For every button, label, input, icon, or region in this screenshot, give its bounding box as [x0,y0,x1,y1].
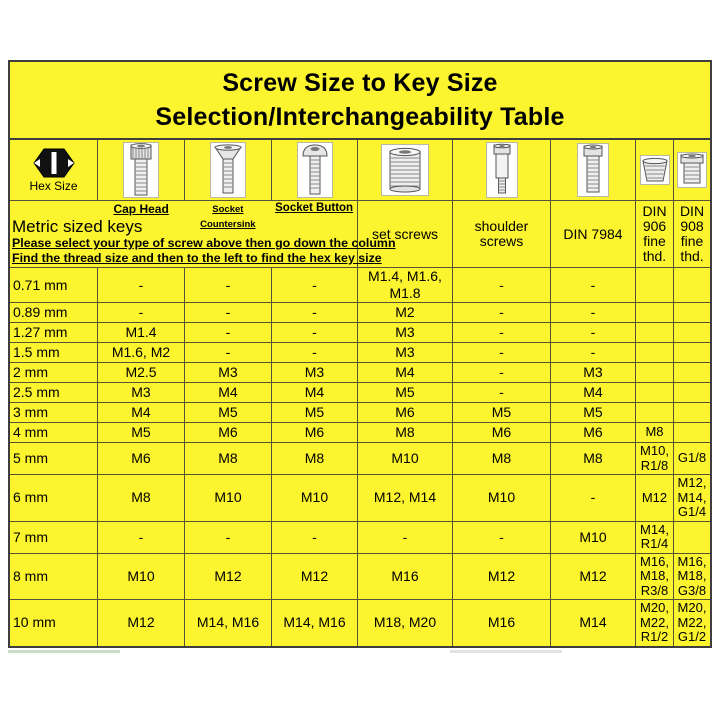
table-cell: M3 [358,343,453,362]
table-cell: M16 [453,600,551,646]
table-row [10,323,710,343]
table-row [10,268,710,303]
table-cell: - [453,268,551,302]
instruction-line-2: Find the thread size and then to the left to find the hex key size [12,251,382,265]
table-cell: - [185,522,272,553]
hex-size-row-label: 8 mm [10,554,98,600]
table-cell: M20, M22, G1/2 [677,600,707,644]
table-cell: M1.4 [98,323,185,342]
table-cell: - [358,522,453,553]
socket-countersink-screw-icon [210,142,246,198]
table-row [10,443,710,475]
hex-key-size-icon [32,147,76,179]
hex-size-row-label: 10 mm [10,600,98,646]
table-row [10,303,710,323]
table-cell: M12, M14, G1/4 [677,475,707,519]
table-cell [636,383,674,402]
table-cell: - [185,303,272,322]
table-cell: - [272,268,358,302]
din-906-header-cell [636,140,674,200]
hex-size-row-label: 3 mm [10,403,98,422]
table-cell: M10, R1/8 [636,443,674,474]
table-cell: M16 [358,554,453,600]
table-cell [674,303,710,322]
hex-size-row-label: 0.89 mm [10,303,98,322]
table-cell: M5 [98,423,185,442]
hex-size-row-label: 4 mm [10,423,98,442]
table-cell: - [98,303,185,322]
table-cell [674,323,710,342]
table-cell [636,323,674,342]
table-cell: M12 [453,554,551,600]
table-cell: M8 [272,443,358,474]
table-cell [674,363,710,382]
cap-head-screw-icon [123,142,159,198]
din-908-plug-icon [677,152,707,188]
table-cell [636,268,674,302]
table-cell: M8 [98,475,185,521]
shoulder-screws-header-cell [453,140,551,200]
cap-head-header-cell [98,140,185,200]
table-cell: M1.4, M1.6, M1.8 [358,268,453,302]
table-cell: M20, M22, R1/2 [636,600,674,646]
interchangeability-table [8,60,712,648]
din-7984-header-cell [551,140,636,200]
table-cell: - [272,343,358,362]
table-cell: M14, M16 [185,600,272,646]
table-cell: M3 [98,383,185,402]
table-cell: - [551,343,636,362]
table-cell: - [551,323,636,342]
din-7984-label: DIN 7984 [551,201,636,267]
table-row [10,383,710,403]
shoulder-screws-label: shoulder screws [453,201,551,267]
table-row [10,363,710,383]
set-screws-label: set screws [358,201,453,267]
table-cell: M10 [272,475,358,521]
table-cell: M5 [551,403,636,422]
bottom-artifact-strip-green [8,650,120,653]
table-cell: M4 [358,363,453,382]
socket-button-screw-icon [297,142,333,198]
table-cell: M12 [636,475,674,521]
bottom-artifact-strip-gray [450,650,562,653]
title-line-2: Selection/Interchangeability Table [155,103,565,131]
table-cell [636,403,674,422]
hex-size-row-label: 5 mm [10,443,98,474]
table-cell: M8 [185,443,272,474]
column-label-row [10,201,710,268]
table-cell: M12 [272,554,358,600]
hex-size-row-label: 1.5 mm [10,343,98,362]
din-906-plug-icon [640,155,670,185]
socket-button-header-cell [272,140,358,200]
table-cell: M3 [185,363,272,382]
table-cell: M10 [551,522,636,553]
table-cell: M6 [358,403,453,422]
socket-countersink-label: Socket Countersink [200,204,256,230]
table-cell: - [185,343,272,362]
table-cell: - [272,303,358,322]
din-908-label: DIN 908 fine thd. [679,203,705,264]
table-cell: M4 [185,383,272,402]
table-row [10,600,710,646]
instruction-line-1: Please select your type of screw above then go down the column [12,236,396,250]
hex-size-header-cell [10,140,98,200]
data-rows [10,268,710,646]
table-cell: M6 [272,423,358,442]
socket-countersink-header-cell [185,140,272,200]
table-cell: M5 [453,403,551,422]
table-cell: - [272,323,358,342]
hex-size-row-label: 1.27 mm [10,323,98,342]
table-cell: M6 [453,423,551,442]
table-cell: M6 [98,443,185,474]
shoulder-screw-icon [486,142,518,198]
metric-keys-cell [10,201,396,267]
table-cell: M2 [358,303,453,322]
table-cell: M10 [98,554,185,600]
table-cell: M6 [185,423,272,442]
hex-size-row-label: 2.5 mm [10,383,98,402]
table-cell: M14, R1/4 [636,522,674,553]
table-cell: M16, M18, G3/8 [677,553,707,598]
table-cell: M10 [185,475,272,521]
table-cell [674,268,710,302]
table-cell: - [453,323,551,342]
table-cell: M12 [551,554,636,600]
table-cell [674,383,710,402]
table-cell: M3 [272,363,358,382]
metric-sized-keys-heading: Metric sized keys [12,217,143,236]
table-cell: M12 [98,600,185,646]
table-cell [674,522,710,553]
table-cell: M18, M20 [358,600,453,646]
table-cell: M14 [551,600,636,646]
table-cell: - [551,268,636,302]
table-cell: - [453,363,551,382]
hex-size-label: Hex Size [29,179,78,193]
table-cell: M1.6, M2 [98,343,185,362]
table-cell: M12 [185,554,272,600]
table-cell: M8 [551,443,636,474]
table-cell: M8 [358,423,453,442]
table-cell [674,423,710,442]
table-cell: - [551,475,636,521]
table-cell: - [453,343,551,362]
table-cell [636,303,674,322]
table-cell: - [272,522,358,553]
table-cell: M8 [636,423,674,442]
din-906-label: DIN 906 fine thd. [636,201,674,267]
table-cell: M14, M16 [272,600,358,646]
hex-size-row-label: 0.71 mm [10,268,98,302]
page-title [10,62,710,140]
table-cell: M12, M14 [358,475,453,521]
table-cell [674,343,710,362]
table-cell: M10 [358,443,453,474]
table-cell: M16, M18, R3/8 [636,554,674,600]
table-cell: - [551,303,636,322]
din-908-header-cell [674,140,710,200]
table-cell: M8 [453,443,551,474]
table-row [10,403,710,423]
table-cell: G1/8 [677,450,707,466]
table-cell: M2.5 [98,363,185,382]
table-cell: - [98,268,185,302]
table-row [10,522,710,554]
socket-button-label: Socket Button [275,202,354,214]
din-7984-screw-icon [577,143,609,197]
table-cell: - [185,268,272,302]
table-cell: - [453,303,551,322]
set-screw-icon [381,144,429,196]
table-cell: - [453,383,551,402]
cap-head-label: Cap Head [113,202,169,216]
table-row [10,423,710,443]
hex-size-row-label: 6 mm [10,475,98,521]
title-line-1: Screw Size to Key Size [222,69,498,97]
set-screws-header-cell [358,140,453,200]
table-cell: M3 [358,323,453,342]
table-cell: - [185,323,272,342]
table-cell: M4 [98,403,185,422]
table-cell: M4 [551,383,636,402]
table-row [10,475,710,522]
table-row [10,554,710,601]
table-cell [674,403,710,422]
table-cell: M5 [272,403,358,422]
table-cell: M5 [358,383,453,402]
table-cell: M3 [551,363,636,382]
table-cell: - [453,522,551,553]
table-cell [636,363,674,382]
table-cell: M6 [551,423,636,442]
icon-header-row [10,140,710,201]
table-cell: - [98,522,185,553]
table-row [10,343,710,363]
table-cell: M5 [185,403,272,422]
table-cell [636,343,674,362]
hex-size-row-label: 2 mm [10,363,98,382]
hex-size-row-label: 7 mm [10,522,98,553]
table-cell: M4 [272,383,358,402]
table-cell: M10 [453,475,551,521]
